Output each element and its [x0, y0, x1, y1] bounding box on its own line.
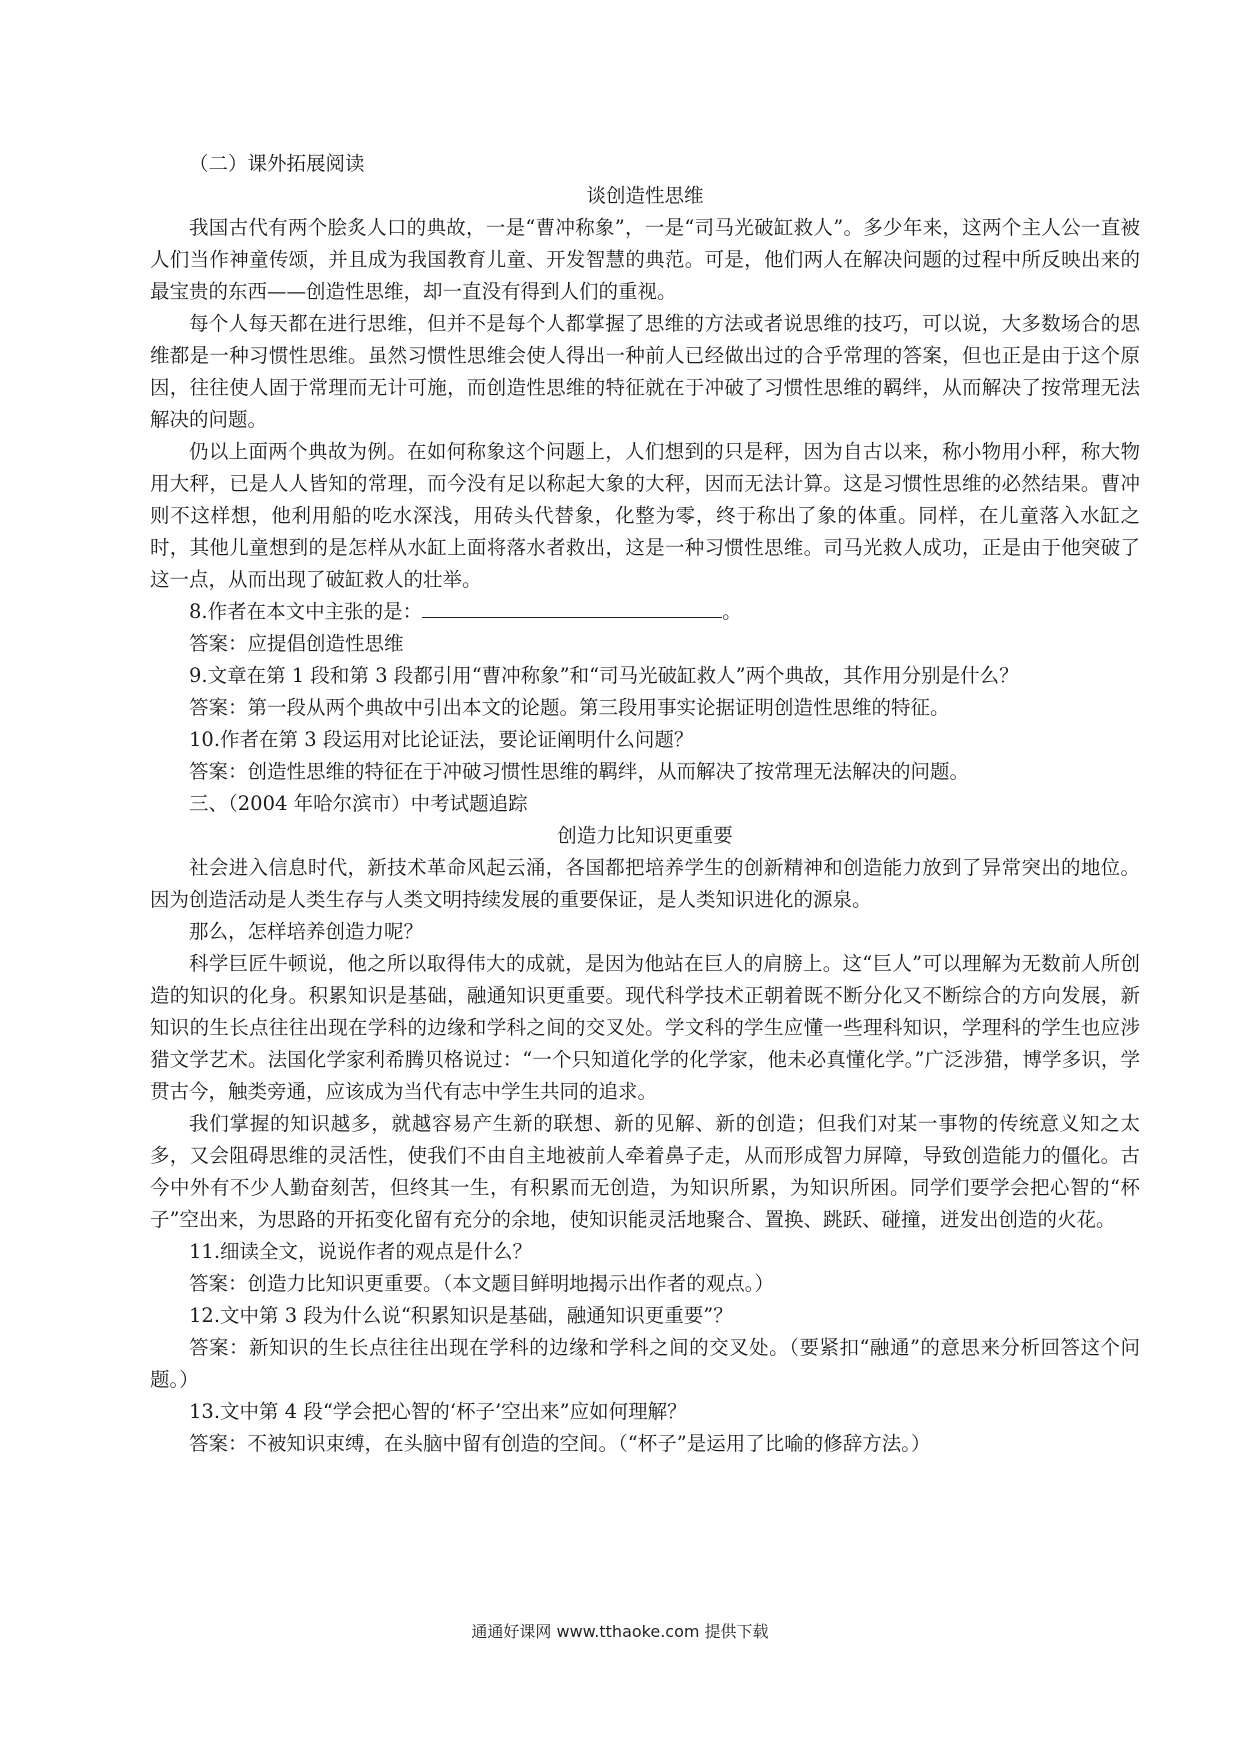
- section-heading: 三、（2004 年哈尔滨市）中考试题追踪: [189, 792, 528, 815]
- paragraph: 我国古代有两个脍炙人口的典故，一是“曹冲称象”，一是“司马光破缸救人”。多少年来，这两个主人公一直被人们当作神童传颂，并且成为我国教育儿童、开发智慧的典范。可是，他们两人在解决问题的过程中所反映出来的最宝贵的东西——创造性思维，却一直没有得到人们的重视。: [150, 216, 1140, 303]
- question-13: 13.文中第 4 段“学会把心智的‘杯子’空出来”应如何理解？: [189, 1400, 687, 1423]
- answer-13: 答案：不被知识束缚，在头脑中留有创造的空间。（“杯子”是运用了比喻的修辞方法。）: [189, 1432, 931, 1455]
- answer-9: 答案：第一段从两个典故中引出本文的论题。第三段用事实论据证明创造性思维的特征。: [189, 696, 950, 719]
- paragraph: 科学巨匠牛顿说，他之所以取得伟大的成就，是因为他站在巨人的肩膀上。这“巨人”可以理解为无数前人所创造的知识的化身。积累知识是基础，融通知识更重要。现代科学技术正朝着既不断分化又不断综合的方向发展，新知识的生长点往往出现在学科的边缘和学科之间的交叉处。学文科的学生应懂一些理科知识，学理科的学生也应涉猎文学艺术。法国化学家利希腾贝格说过：“一个只知道化学的化学家，他未必真懂化学。”广泛涉猎，博学多识，学贯古今，触类旁通，应该成为当代有志中学生共同的追求。: [150, 952, 1140, 1103]
- paragraph: 每个人每天都在进行思维，但并不是每个人都掌握了思维的方法或者说思维的技巧，可以说，大多数场合的思维都是一种习惯性思维。虽然习惯性思维会使人得出一种前人已经做出过的合乎常理的答案，但也正是由于这个原因，往往使人固于常理而无计可施，而创造性思维的特征就在于冲破了习惯性思维的羁绊，从而解决了按常理无法解决的问题。: [150, 312, 1140, 431]
- answer-10: 答案：创造性思维的特征在于冲破习惯性思维的羁绊，从而解决了按常理无法解决的问题。: [189, 760, 970, 783]
- paragraph: 我们掌握的知识越多，就越容易产生新的联想、新的见解、新的创造；但我们对某一事物的传统意义知之太多，又会阻碍思维的灵活性，使我们不由自主地被前人牵着鼻子走，从而形成智力屏障，导致创造能力的僵化。古今中外有不少人勤奋刻苦，但终其一生，有积累而无创造，为知识所累，为知识所困。同学们要学会把心智的“杯子”空出来，为思路的开拓变化留有充分的余地，使知识能灵活地聚合、置换、跳跃、碰撞，迸发出创造的火花。: [150, 1112, 1140, 1231]
- article-title: 创造力比知识更重要: [557, 824, 733, 847]
- paragraph: 仍以上面两个典故为例。在如何称象这个问题上，人们想到的只是秤，因为自古以来，称小物用小秤，称大物用大秤，已是人人皆知的常理，而今没有足以称起大象的大秤，因而无法计算。这是习惯性思维的必然结果。曹冲则不这样想，他利用船的吃水深浅，用砖头代替象，化整为零，终于称出了象的体重。同样，在儿童落入水缸之时，其他儿童想到的是怎样从水缸上面将落水者救出，这是一种习惯性思维。司马光救人成功，正是由于他突破了这一点，从而出现了破缸救人的壮举。: [150, 440, 1140, 591]
- question-8: [150, 596, 1140, 628]
- question-end: 。: [722, 600, 742, 623]
- question-9: 9.文章在第 1 段和第 3 段都引用“曹冲称象”和“司马光破缸救人”两个典故，其作用分别是什么？: [189, 664, 1019, 687]
- answer-11: 答案：创造力比知识更重要。（本文题目鲜明地揭示出作者的观点。）: [189, 1272, 775, 1295]
- document-body: [150, 148, 1140, 1460]
- answer-8: 答案：应提倡创造性思维: [189, 632, 404, 655]
- question-12: 12.文中第 3 段为什么说“积累知识是基础，融通知识更重要”？: [189, 1304, 733, 1327]
- answer-12: 答案：新知识的生长点往往出现在学科的边缘和学科之间的交叉处。（要紧扣“融通”的意思来分析回答这个问题。）: [150, 1336, 1140, 1391]
- paragraph: 社会进入信息时代，新技术革命风起云涌，各国都把培养学生的创新精神和创造能力放到了异常突出的地位。因为创造活动是人类生存与人类文明持续发展的重要保证，是人类知识进化的源泉。: [150, 856, 1140, 911]
- paragraph: 那么，怎样培养创造力呢？: [189, 920, 424, 943]
- question-10: 10.作者在第 3 段运用对比论证法，要论证阐明什么问题？: [189, 728, 694, 751]
- answer-blank: [422, 597, 722, 618]
- question-11: 11.细读全文，说说作者的观点是什么？: [189, 1240, 533, 1263]
- article-title: 谈创造性思维: [586, 184, 704, 207]
- page-footer: 通通好课网 www.tthaoke.com 提供下载: [471, 1622, 769, 1641]
- section-heading: （二）课外拓展阅读: [189, 152, 365, 175]
- question-text: 8.作者在本文中主张的是：: [189, 600, 423, 623]
